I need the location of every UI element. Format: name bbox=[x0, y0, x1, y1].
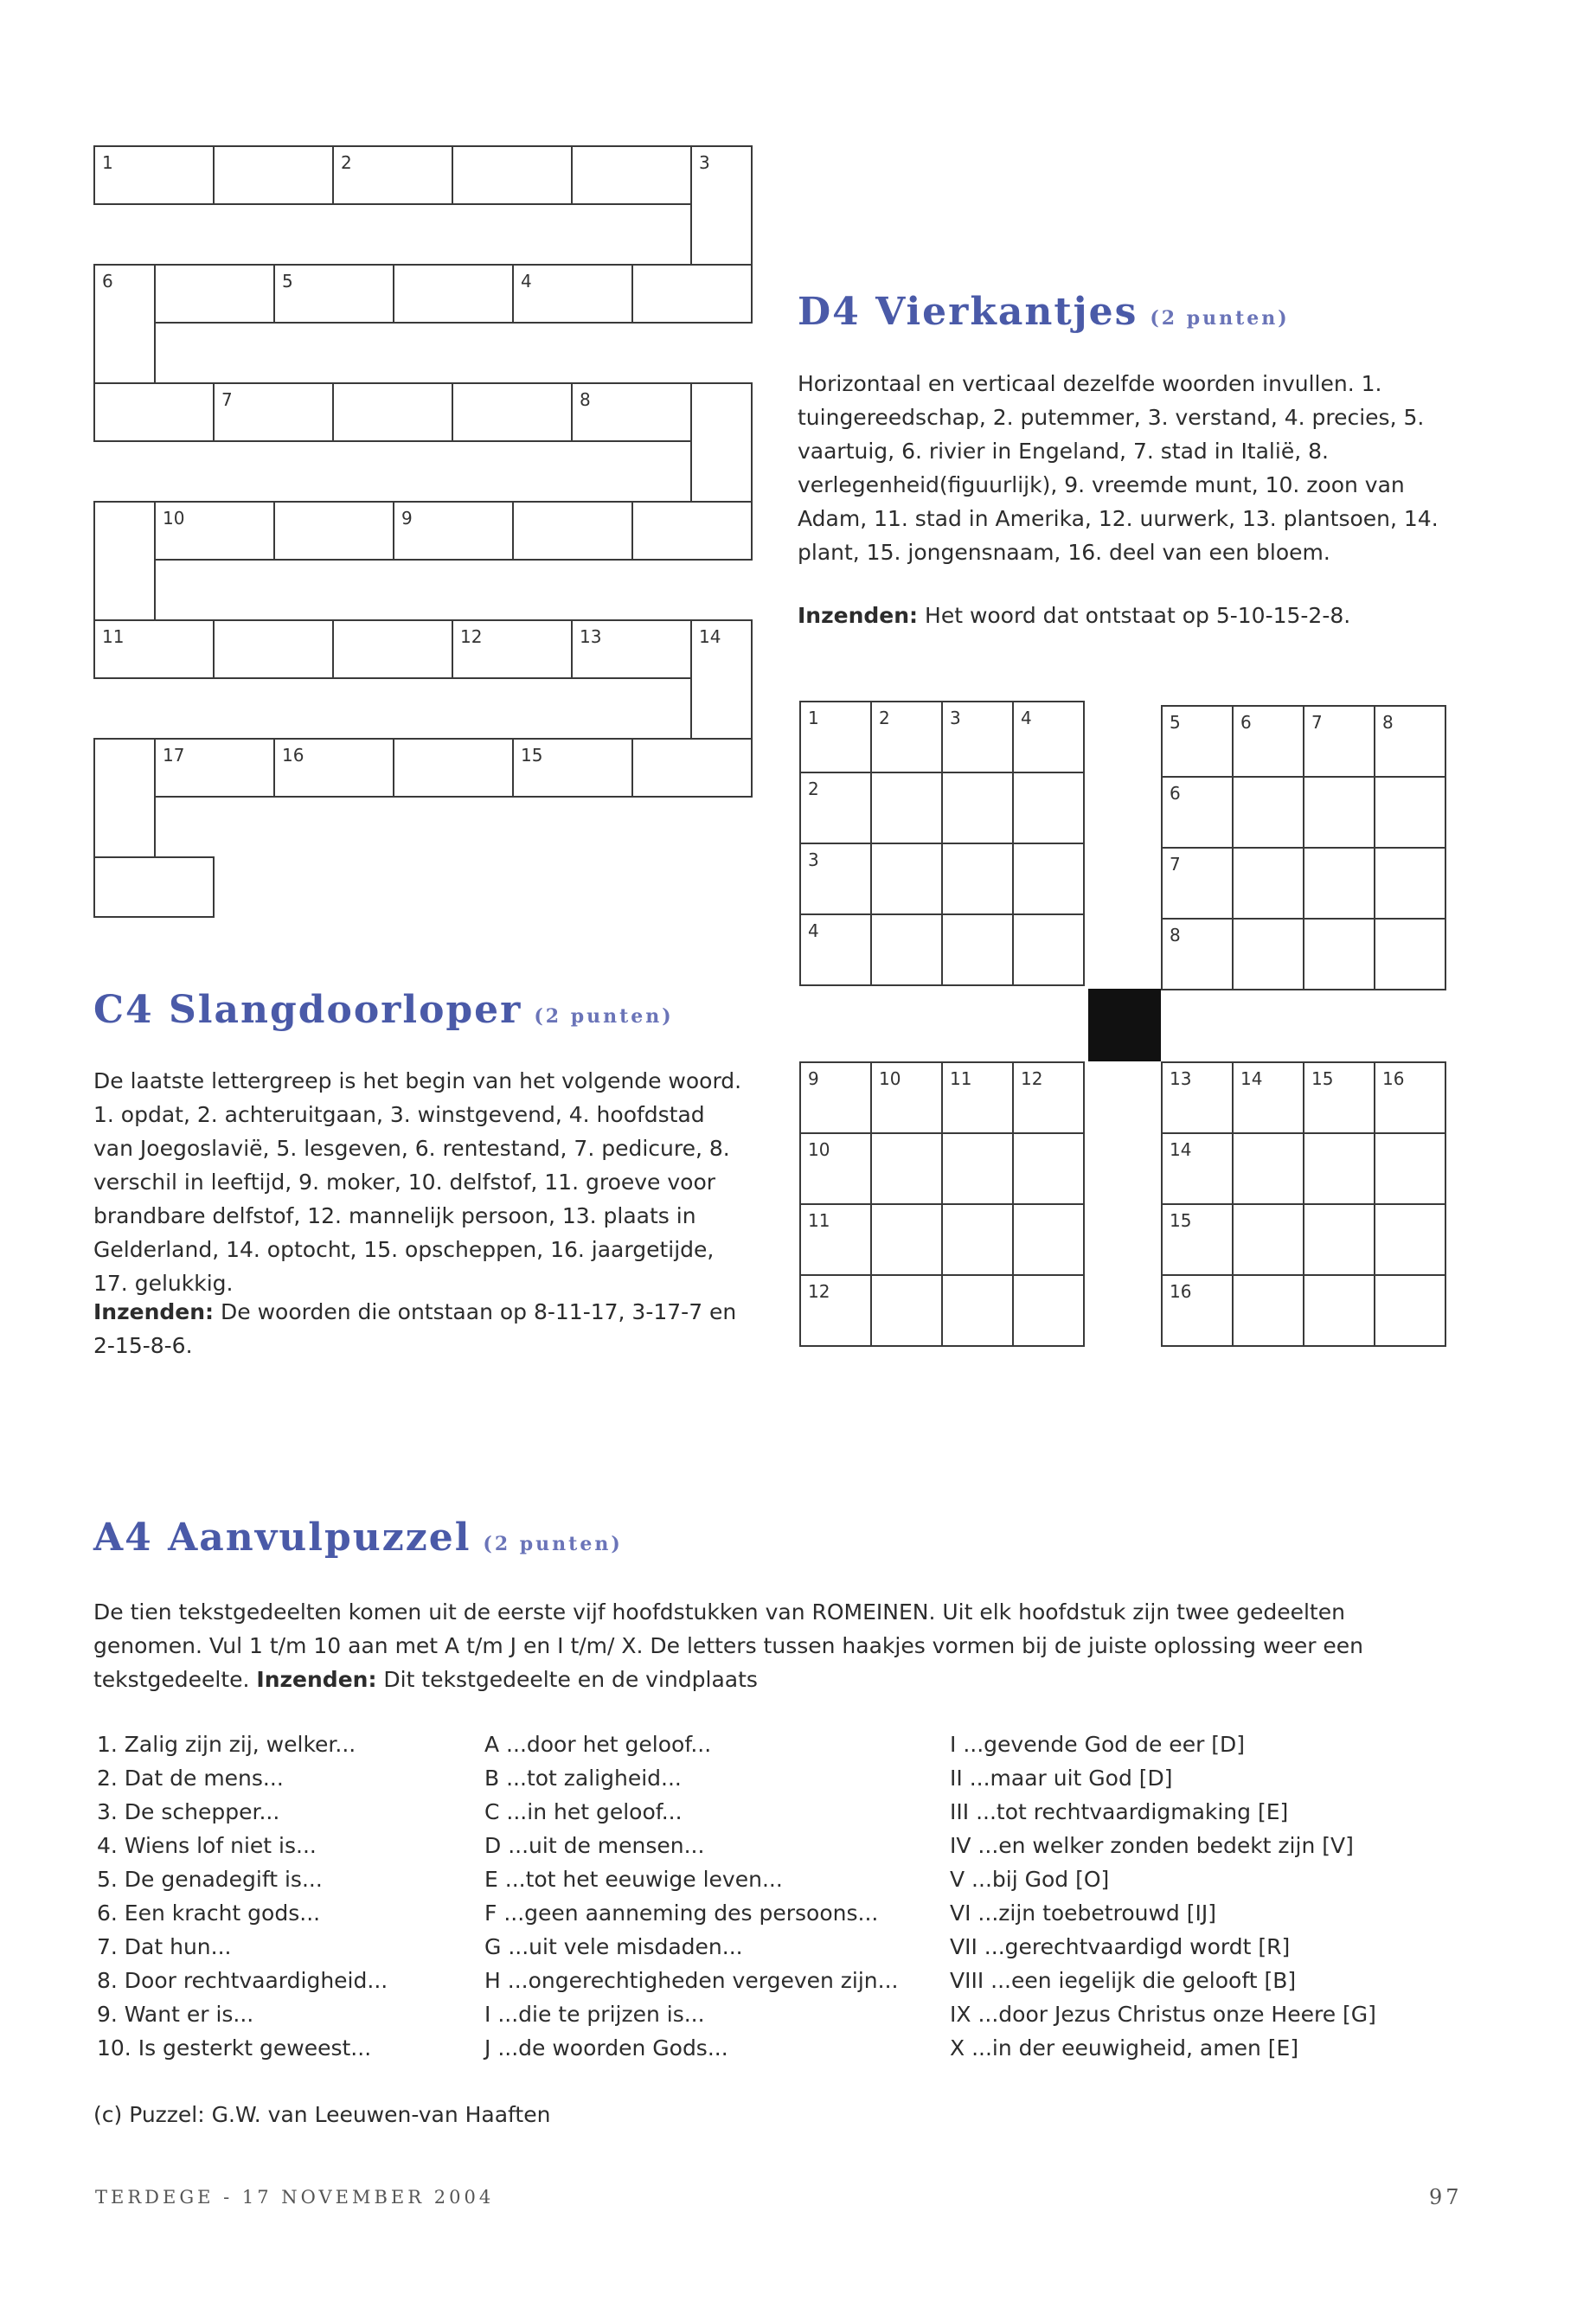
square-cell[interactable] bbox=[1232, 918, 1304, 990]
square-cell[interactable] bbox=[941, 1132, 1014, 1205]
grid-cell[interactable] bbox=[690, 619, 753, 740]
d4-heading bbox=[798, 290, 1290, 334]
grid-cell[interactable] bbox=[452, 619, 573, 679]
grid-line bbox=[93, 203, 692, 205]
square-cell[interactable] bbox=[1232, 776, 1304, 849]
cell-number: 2 bbox=[341, 152, 352, 173]
list-item: B ...tot zaligheid... bbox=[484, 1766, 682, 1791]
c4-heading bbox=[93, 988, 674, 1032]
grid-cell[interactable] bbox=[571, 619, 692, 679]
grid-cell[interactable] bbox=[690, 145, 753, 266]
cell-number: 9 bbox=[401, 508, 413, 529]
square-cell[interactable] bbox=[1374, 705, 1446, 778]
square-cell[interactable] bbox=[1012, 1203, 1085, 1276]
cell-number: 16 bbox=[282, 745, 304, 766]
cell-number: 5 bbox=[282, 271, 293, 292]
square-cell[interactable] bbox=[1374, 1061, 1446, 1134]
square-cell[interactable] bbox=[1161, 1132, 1234, 1205]
square-cell[interactable] bbox=[1012, 772, 1085, 844]
cell-number: 9 bbox=[808, 1068, 819, 1089]
cell-number: 7 bbox=[1311, 712, 1323, 733]
square-cell[interactable] bbox=[1161, 847, 1234, 920]
credit-text: (c) Puzzel: G.W. van Leeuwen-van Haaften bbox=[93, 2102, 551, 2127]
square-cell[interactable] bbox=[799, 1061, 872, 1134]
grid-cell[interactable] bbox=[273, 738, 394, 798]
cell-number: 13 bbox=[580, 626, 602, 647]
square-cell[interactable] bbox=[1232, 1132, 1304, 1205]
c4-submit-label: Inzenden: bbox=[93, 1299, 215, 1324]
grid-cell[interactable] bbox=[452, 382, 573, 442]
square-cell[interactable] bbox=[1161, 776, 1234, 849]
cell-number: 14 bbox=[1170, 1139, 1192, 1160]
square-cell[interactable] bbox=[870, 772, 943, 844]
square-cell[interactable] bbox=[1303, 776, 1375, 849]
square-cell[interactable] bbox=[1012, 843, 1085, 915]
d4-clues bbox=[798, 367, 1455, 569]
list-item: III ...tot rechtvaardigmaking [E] bbox=[950, 1799, 1289, 1824]
square-cell[interactable] bbox=[1161, 1274, 1234, 1347]
grid-cell[interactable] bbox=[571, 382, 692, 442]
grid-cell[interactable] bbox=[273, 501, 394, 561]
square-cell[interactable] bbox=[1303, 1061, 1375, 1134]
cell-number: 15 bbox=[521, 745, 543, 766]
a4-column-roman bbox=[950, 1727, 1469, 2065]
square-cell[interactable] bbox=[1303, 918, 1375, 990]
square-cell[interactable] bbox=[799, 1203, 872, 1276]
a4-intro bbox=[93, 1595, 1460, 1696]
cell-number: 12 bbox=[460, 626, 483, 647]
list-item: IV ...en welker zonden bedekt zijn [V] bbox=[950, 1833, 1354, 1858]
c4-title-text: C4 Slangdoorloper bbox=[93, 988, 522, 1032]
c4-clue-text: De laatste lettergreep is het begin van het volgende woord. 1. opdat, 2. achteruitgaan, 3. winstgevend, 4. hoofdstad van Joegoslavië, 5. lesgeven, 6. rentestand, 7. pedicure, 8. verschil in leeftijd, 9. moker, 10. delfstof, 11. groeve voor brandbare delfstof, 12. mannelijk persoon, 13. plaats in Gelderland, 14. optocht, 15. opscheppen, 16. jaargetijde, 17. gelukkig. bbox=[93, 1068, 742, 1296]
grid-cell[interactable] bbox=[571, 145, 692, 205]
grid-cell[interactable] bbox=[154, 738, 275, 798]
square-cell[interactable] bbox=[799, 843, 872, 915]
a4-heading bbox=[93, 1516, 623, 1560]
square-cell[interactable] bbox=[1161, 705, 1234, 778]
cell-number: 2 bbox=[808, 779, 819, 799]
list-item: VII ...gerechtvaardigd wordt [R] bbox=[950, 1934, 1291, 1959]
a4-submit-text: Dit tekstgedeelte en de vindplaats bbox=[383, 1667, 758, 1692]
cell-number: 11 bbox=[808, 1210, 830, 1231]
square-cell[interactable] bbox=[941, 1274, 1014, 1347]
page-number: 97 bbox=[1429, 2185, 1463, 2209]
a4-title-text: A4 Aanvulpuzzel bbox=[93, 1516, 471, 1560]
list-item: 6. Een kracht gods... bbox=[97, 1900, 321, 1926]
grid-cell[interactable] bbox=[512, 264, 633, 324]
cell-number: 4 bbox=[808, 920, 819, 941]
list-item: 3. De schepper... bbox=[97, 1799, 280, 1824]
cell-number: 7 bbox=[1170, 854, 1181, 875]
footer-publication: TERDEGE - 17 NOVEMBER 2004 bbox=[95, 2187, 495, 2208]
square-cell[interactable] bbox=[799, 1274, 872, 1347]
square-cell[interactable] bbox=[941, 772, 1014, 844]
cell-number: 3 bbox=[950, 708, 961, 728]
list-item: VIII ...een iegelijk die gelooft [B] bbox=[950, 1968, 1297, 1993]
square-cell[interactable] bbox=[1374, 1203, 1446, 1276]
grid-cell[interactable] bbox=[93, 264, 156, 384]
cell-number: 12 bbox=[808, 1281, 830, 1302]
cell-number: 10 bbox=[808, 1139, 830, 1160]
list-item: I ...die te prijzen is... bbox=[484, 2002, 705, 2027]
square-cell[interactable] bbox=[1303, 705, 1375, 778]
cell-number: 15 bbox=[1170, 1210, 1192, 1231]
square-cell[interactable] bbox=[870, 701, 943, 773]
a4-intro-text: De tien tekstgedeelten komen uit de eerste vijf hoofdstukken van ROMEINEN. Uit elk hoofdstuk zijn twee gedeelten genomen. Vul 1 t/m 10 aan met A t/m J en I t/m/ X. De letters tussen haakjes vormen bij de juiste oplossing weer een tekstgedeelte. bbox=[93, 1599, 1364, 1692]
list-item: A ...door het geloof... bbox=[484, 1732, 712, 1757]
square-cell[interactable] bbox=[1232, 1274, 1304, 1347]
square-cell[interactable] bbox=[799, 1132, 872, 1205]
square-cell[interactable] bbox=[1232, 1061, 1304, 1134]
square-cell[interactable] bbox=[1012, 701, 1085, 773]
grid-cell[interactable] bbox=[154, 264, 275, 324]
cell-number: 12 bbox=[1021, 1068, 1043, 1089]
square-cell[interactable] bbox=[1374, 1274, 1446, 1347]
cell-number: 1 bbox=[808, 708, 819, 728]
a4-points: (2 punten) bbox=[483, 1533, 623, 1555]
grid-cell[interactable] bbox=[631, 738, 753, 798]
list-item: 5. De genadegift is... bbox=[97, 1867, 323, 1892]
list-item: E ...tot het eeuwige leven... bbox=[484, 1867, 783, 1892]
list-item: IX ...door Jezus Christus onze Heere [G] bbox=[950, 2002, 1376, 2027]
d4-points: (2 punten) bbox=[1150, 307, 1290, 330]
cell-number: 14 bbox=[699, 626, 721, 647]
list-item: 10. Is gesterkt geweest... bbox=[97, 2035, 372, 2061]
square-cell[interactable] bbox=[941, 843, 1014, 915]
a4-submit-label: Inzenden: bbox=[256, 1667, 377, 1692]
square-cell[interactable] bbox=[1232, 847, 1304, 920]
cell-number: 8 bbox=[580, 389, 591, 410]
grid-cell[interactable] bbox=[512, 738, 633, 798]
square-cell[interactable] bbox=[941, 701, 1014, 773]
grid-cell[interactable] bbox=[332, 145, 453, 205]
cell-number: 14 bbox=[1240, 1068, 1263, 1089]
cell-number: 3 bbox=[808, 849, 819, 870]
square-cell[interactable] bbox=[1232, 1203, 1304, 1276]
list-item: 8. Door rechtvaardigheid... bbox=[97, 1968, 388, 1993]
list-item: VI ...zijn toebetrouwd [IJ] bbox=[950, 1900, 1216, 1926]
grid-cell[interactable] bbox=[332, 619, 453, 679]
a4-credit bbox=[93, 2098, 785, 2131]
d4-submit bbox=[798, 599, 1455, 632]
grid-cell[interactable] bbox=[93, 619, 215, 679]
square-cell[interactable] bbox=[799, 913, 872, 986]
cell-number: 16 bbox=[1382, 1068, 1405, 1089]
square-cell[interactable] bbox=[799, 701, 872, 773]
square-cell[interactable] bbox=[870, 1203, 943, 1276]
list-item: 1. Zalig zijn zij, welker... bbox=[97, 1732, 356, 1757]
grid-cell[interactable] bbox=[452, 145, 573, 205]
cell-number: 6 bbox=[1240, 712, 1252, 733]
square-cell[interactable] bbox=[941, 913, 1014, 986]
square-cell[interactable] bbox=[870, 913, 943, 986]
cell-number: 17 bbox=[163, 745, 185, 766]
grid-cell[interactable] bbox=[213, 382, 334, 442]
square-cell[interactable] bbox=[870, 843, 943, 915]
list-item: 7. Dat hun... bbox=[97, 1934, 232, 1959]
d4-clue-text: Horizontaal en verticaal dezelfde woorden invullen. 1. tuingereedschap, 2. putemmer, 3. verstand, 4. precies, 5. vaartuig, 6. rivier in Engeland, 7. stad in Italië, 8. verlegenheid(figuurlijk), 9. vreemde munt, 10. zoon van Adam, 11. stad in Amerika, 12. uurwerk, 13. plantsoen, 14. plant, 15. jongensnaam, 16. deel van een bloem. bbox=[798, 371, 1439, 565]
grid-cell[interactable] bbox=[332, 382, 453, 442]
c4-submit-text: De woorden die ontstaan op 8-11-17, 3-17-7 en 2-15-8-6. bbox=[93, 1299, 737, 1358]
cell-number: 8 bbox=[1382, 712, 1394, 733]
cell-number: 6 bbox=[1170, 783, 1181, 804]
grid-cell[interactable] bbox=[93, 382, 215, 442]
grid-cell[interactable] bbox=[213, 619, 334, 679]
square-cell[interactable] bbox=[870, 1274, 943, 1347]
grid-cell[interactable] bbox=[93, 738, 156, 858]
grid-cell[interactable] bbox=[93, 501, 156, 621]
list-item: V ...bij God [O] bbox=[950, 1867, 1110, 1892]
square-cell[interactable] bbox=[870, 1132, 943, 1205]
square-cell[interactable] bbox=[870, 1061, 943, 1134]
cell-number: 16 bbox=[1170, 1281, 1192, 1302]
square-cell[interactable] bbox=[1374, 847, 1446, 920]
square-cell[interactable] bbox=[1232, 705, 1304, 778]
square-cell[interactable] bbox=[1012, 913, 1085, 986]
list-item: X ...in der eeuwigheid, amen [E] bbox=[950, 2035, 1299, 2061]
grid-cell[interactable] bbox=[690, 382, 753, 503]
square-cell[interactable] bbox=[1303, 1274, 1375, 1347]
cell-number: 11 bbox=[950, 1068, 972, 1089]
cell-number: 3 bbox=[699, 152, 710, 173]
cell-number: 6 bbox=[102, 271, 113, 292]
list-item: D ...uit de mensen... bbox=[484, 1833, 705, 1858]
grid-cell[interactable] bbox=[512, 501, 633, 561]
list-item: 2. Dat de mens... bbox=[97, 1766, 284, 1791]
grid-cell[interactable] bbox=[393, 264, 514, 324]
grid-cell[interactable] bbox=[393, 738, 514, 798]
cell-number: 15 bbox=[1311, 1068, 1334, 1089]
list-item: C ...in het geloof... bbox=[484, 1799, 683, 1824]
grid-cell[interactable] bbox=[631, 264, 753, 324]
cell-number: 10 bbox=[879, 1068, 901, 1089]
black-center-square bbox=[1088, 989, 1161, 1061]
square-cell[interactable] bbox=[1012, 1274, 1085, 1347]
d4-title-text: D4 Vierkantjes bbox=[798, 290, 1138, 334]
grid-cell[interactable] bbox=[273, 264, 394, 324]
square-cell[interactable] bbox=[799, 772, 872, 844]
cell-number: 2 bbox=[879, 708, 890, 728]
square-cell[interactable] bbox=[1161, 1203, 1234, 1276]
list-item: 4. Wiens lof niet is... bbox=[97, 1833, 317, 1858]
grid-cell[interactable] bbox=[393, 501, 514, 561]
list-item: J ...de woorden Gods... bbox=[484, 2035, 728, 2061]
d4-submit-text: Het woord dat ontstaat op 5-10-15-2-8. bbox=[925, 603, 1351, 628]
grid-cell[interactable] bbox=[93, 145, 215, 205]
cell-number: 8 bbox=[1170, 925, 1181, 945]
grid-cell[interactable] bbox=[213, 145, 334, 205]
square-cell[interactable] bbox=[1303, 847, 1375, 920]
grid-cell[interactable] bbox=[631, 501, 753, 561]
square-cell[interactable] bbox=[1012, 1061, 1085, 1134]
cell-number: 7 bbox=[221, 389, 233, 410]
list-item: H ...ongerechtigheden vergeven zijn... bbox=[484, 1968, 899, 1993]
c4-submit bbox=[93, 1295, 751, 1362]
a4-column-letters bbox=[484, 1727, 934, 2065]
c4-points: (2 punten) bbox=[534, 1005, 674, 1028]
square-cell[interactable] bbox=[941, 1061, 1014, 1134]
cell-number: 4 bbox=[521, 271, 532, 292]
list-item: G ...uit vele misdaden... bbox=[484, 1934, 743, 1959]
d4-submit-label: Inzenden: bbox=[798, 603, 919, 628]
grid-cell[interactable] bbox=[93, 856, 215, 918]
square-cell[interactable] bbox=[1374, 918, 1446, 990]
list-item: F ...geen aanneming des persoons... bbox=[484, 1900, 879, 1926]
square-cell[interactable] bbox=[941, 1203, 1014, 1276]
a4-column-numbers bbox=[97, 1727, 460, 2065]
cell-number: 5 bbox=[1170, 712, 1181, 733]
square-cell[interactable] bbox=[1303, 1132, 1375, 1205]
square-cell[interactable] bbox=[1161, 918, 1234, 990]
list-item: 9. Want er is... bbox=[97, 2002, 254, 2027]
cell-number: 13 bbox=[1170, 1068, 1192, 1089]
square-cell[interactable] bbox=[1303, 1203, 1375, 1276]
grid-cell[interactable] bbox=[154, 501, 275, 561]
cell-number: 11 bbox=[102, 626, 125, 647]
square-cell[interactable] bbox=[1012, 1132, 1085, 1205]
square-cell[interactable] bbox=[1374, 776, 1446, 849]
cell-number: 4 bbox=[1021, 708, 1032, 728]
list-item: I ...gevende God de eer [D] bbox=[950, 1732, 1246, 1757]
list-item: II ...maar uit God [D] bbox=[950, 1766, 1173, 1791]
square-cell[interactable] bbox=[1374, 1132, 1446, 1205]
c4-clues bbox=[93, 1064, 751, 1300]
square-cell[interactable] bbox=[1161, 1061, 1234, 1134]
cell-number: 10 bbox=[163, 508, 185, 529]
cell-number: 1 bbox=[102, 152, 113, 173]
